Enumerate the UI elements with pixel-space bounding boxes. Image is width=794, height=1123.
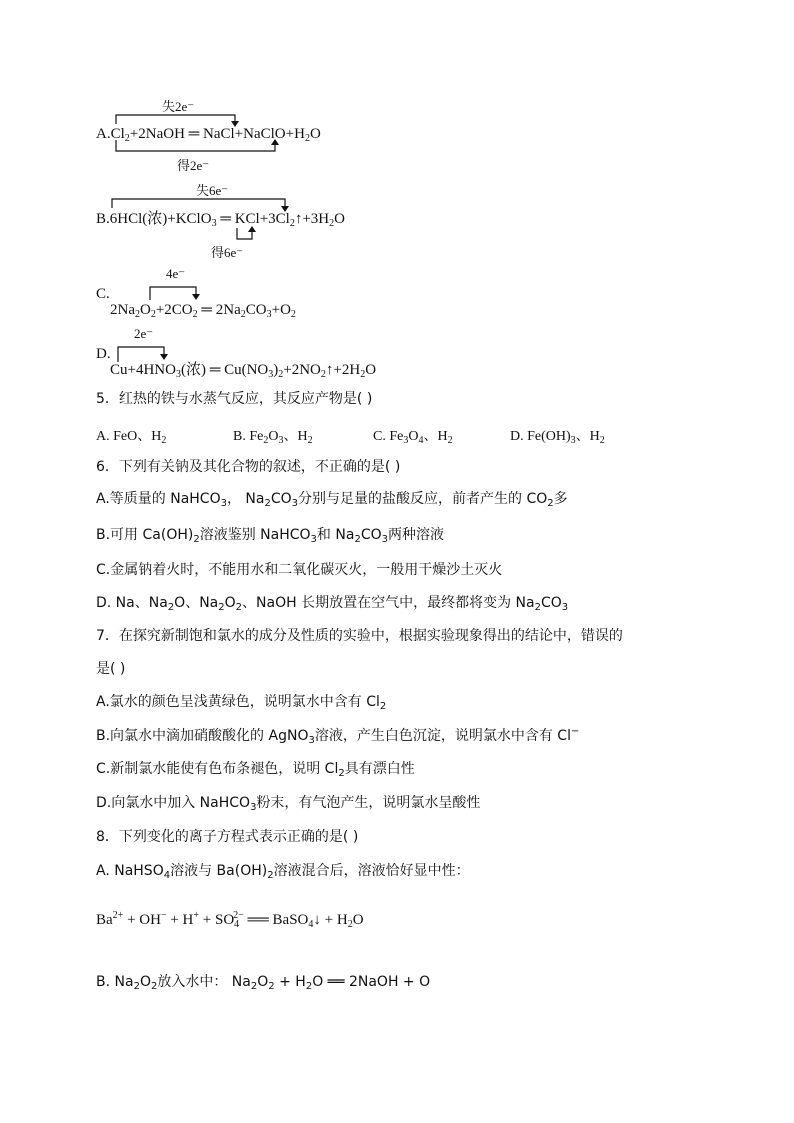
q7-option-d: D.向氯水中加入 NaHCO$_3$粉末，有气泡产生，说明氯水呈酸性 — [96, 795, 481, 813]
transfer-label-b-top: 失6e⁻ — [196, 183, 229, 198]
transfer-label-a-top: 失2e⁻ — [162, 99, 195, 114]
item-c-label: C. — [96, 286, 110, 302]
equation-a: $A.Cl_2+2NaOH$ ═ $NaCl+NaClO+H_2O$ — [96, 126, 321, 144]
equation-d: $Cu+4HNO_3$(浓) ═ $Cu(NO_3)_2+2NO_2↑+2H_2O$ — [110, 362, 377, 380]
q7-option-a: A.氯水的颜色呈浅黄绿色，说明氯水中含有 $Cl_2$ — [96, 694, 387, 712]
q7-option-b: B.向氯水中滴加硝酸酸化的 AgNO$_3$溶液，产生白色沉淀，说明氯水中含有 Cl− — [96, 726, 580, 746]
q6-stem: 6．下列有关钠及其化合物的叙述，不正确的是( ) — [96, 459, 401, 475]
q6-option-a: A.等质量的 NaHCO$_3$， $Na_2CO_3$分别与足量的盐酸反应，前者产生的 $CO_2$多 — [96, 491, 568, 509]
transfer-label-d: 2e⁻ — [134, 326, 154, 341]
item-d-label: D. — [96, 346, 111, 362]
transfer-label-b-bottom: 得6e⁻ — [211, 245, 244, 260]
q8-option-a-equation: $Ba^{2+} + OH^- + H^+ + SO_4^{2-}$ ══ BaSO$_4$↓ + $H_2O$ — [96, 910, 364, 930]
q5-option-a: A. FeO、$H_2$ — [96, 429, 167, 446]
q5-option-d: D. $Fe(OH)_3$、$H_2$ — [510, 429, 605, 446]
transfer-label-c: 4e⁻ — [166, 266, 186, 281]
q7-option-c: C.新制氯水能使有色布条褪色，说明 $Cl_2$具有漂白性 — [96, 761, 415, 779]
q6-option-b: B.可用 $Ca(OH)_2$溶液鉴别 NaHCO$_3$和 $Na_2CO_3$两种溶液 — [96, 527, 444, 545]
q6-option-c: C.金属钠着火时，不能用水和二氧化碳灭火，一般用干燥沙土灭火 — [96, 562, 503, 578]
q8-option-b: B. $Na_2O_2$放入水中： $Na_2O_2 + H_2O$ ══ 2NaOH + O — [96, 974, 431, 992]
transfer-label-a-bottom: 得2e⁻ — [177, 158, 210, 173]
equation-b: B.6HCl(浓)+KClO$_3$ ═ $KCl+3Cl_2↑+3H_2O$ — [96, 211, 345, 229]
q6-option-d: D. Na、$Na_2O$、$Na_2O_2$、NaOH 长期放置在空气中，最终都将变为 $Na_2CO_3$ — [96, 595, 569, 613]
equation-c: $2Na_2O_2+2CO_2$ ═ $2Na_2CO_3+O_2$ — [110, 302, 296, 320]
q5-option-c: C. $Fe_3O_4$、$H_2$ — [373, 429, 453, 446]
q8-stem: 8．下列变化的离子方程式表示正确的是( ) — [96, 829, 359, 845]
q7-stem: 7．在探究新制饱和氯水的成分及性质的实验中，根据实验现象得出的结论中，错误的 — [96, 628, 623, 644]
q5-option-b: B. $Fe_2O_3$、$H_2$ — [233, 429, 313, 446]
q7-stem-cont: 是( ) — [96, 661, 126, 677]
q8-option-a: A. NaHSO$_4$溶液与 $Ba(OH)_2$溶液混合后，溶液恰好显中性： — [96, 863, 470, 881]
q5-stem: 5．红热的铁与水蒸气反应，其反应产物是( ) — [96, 391, 373, 407]
